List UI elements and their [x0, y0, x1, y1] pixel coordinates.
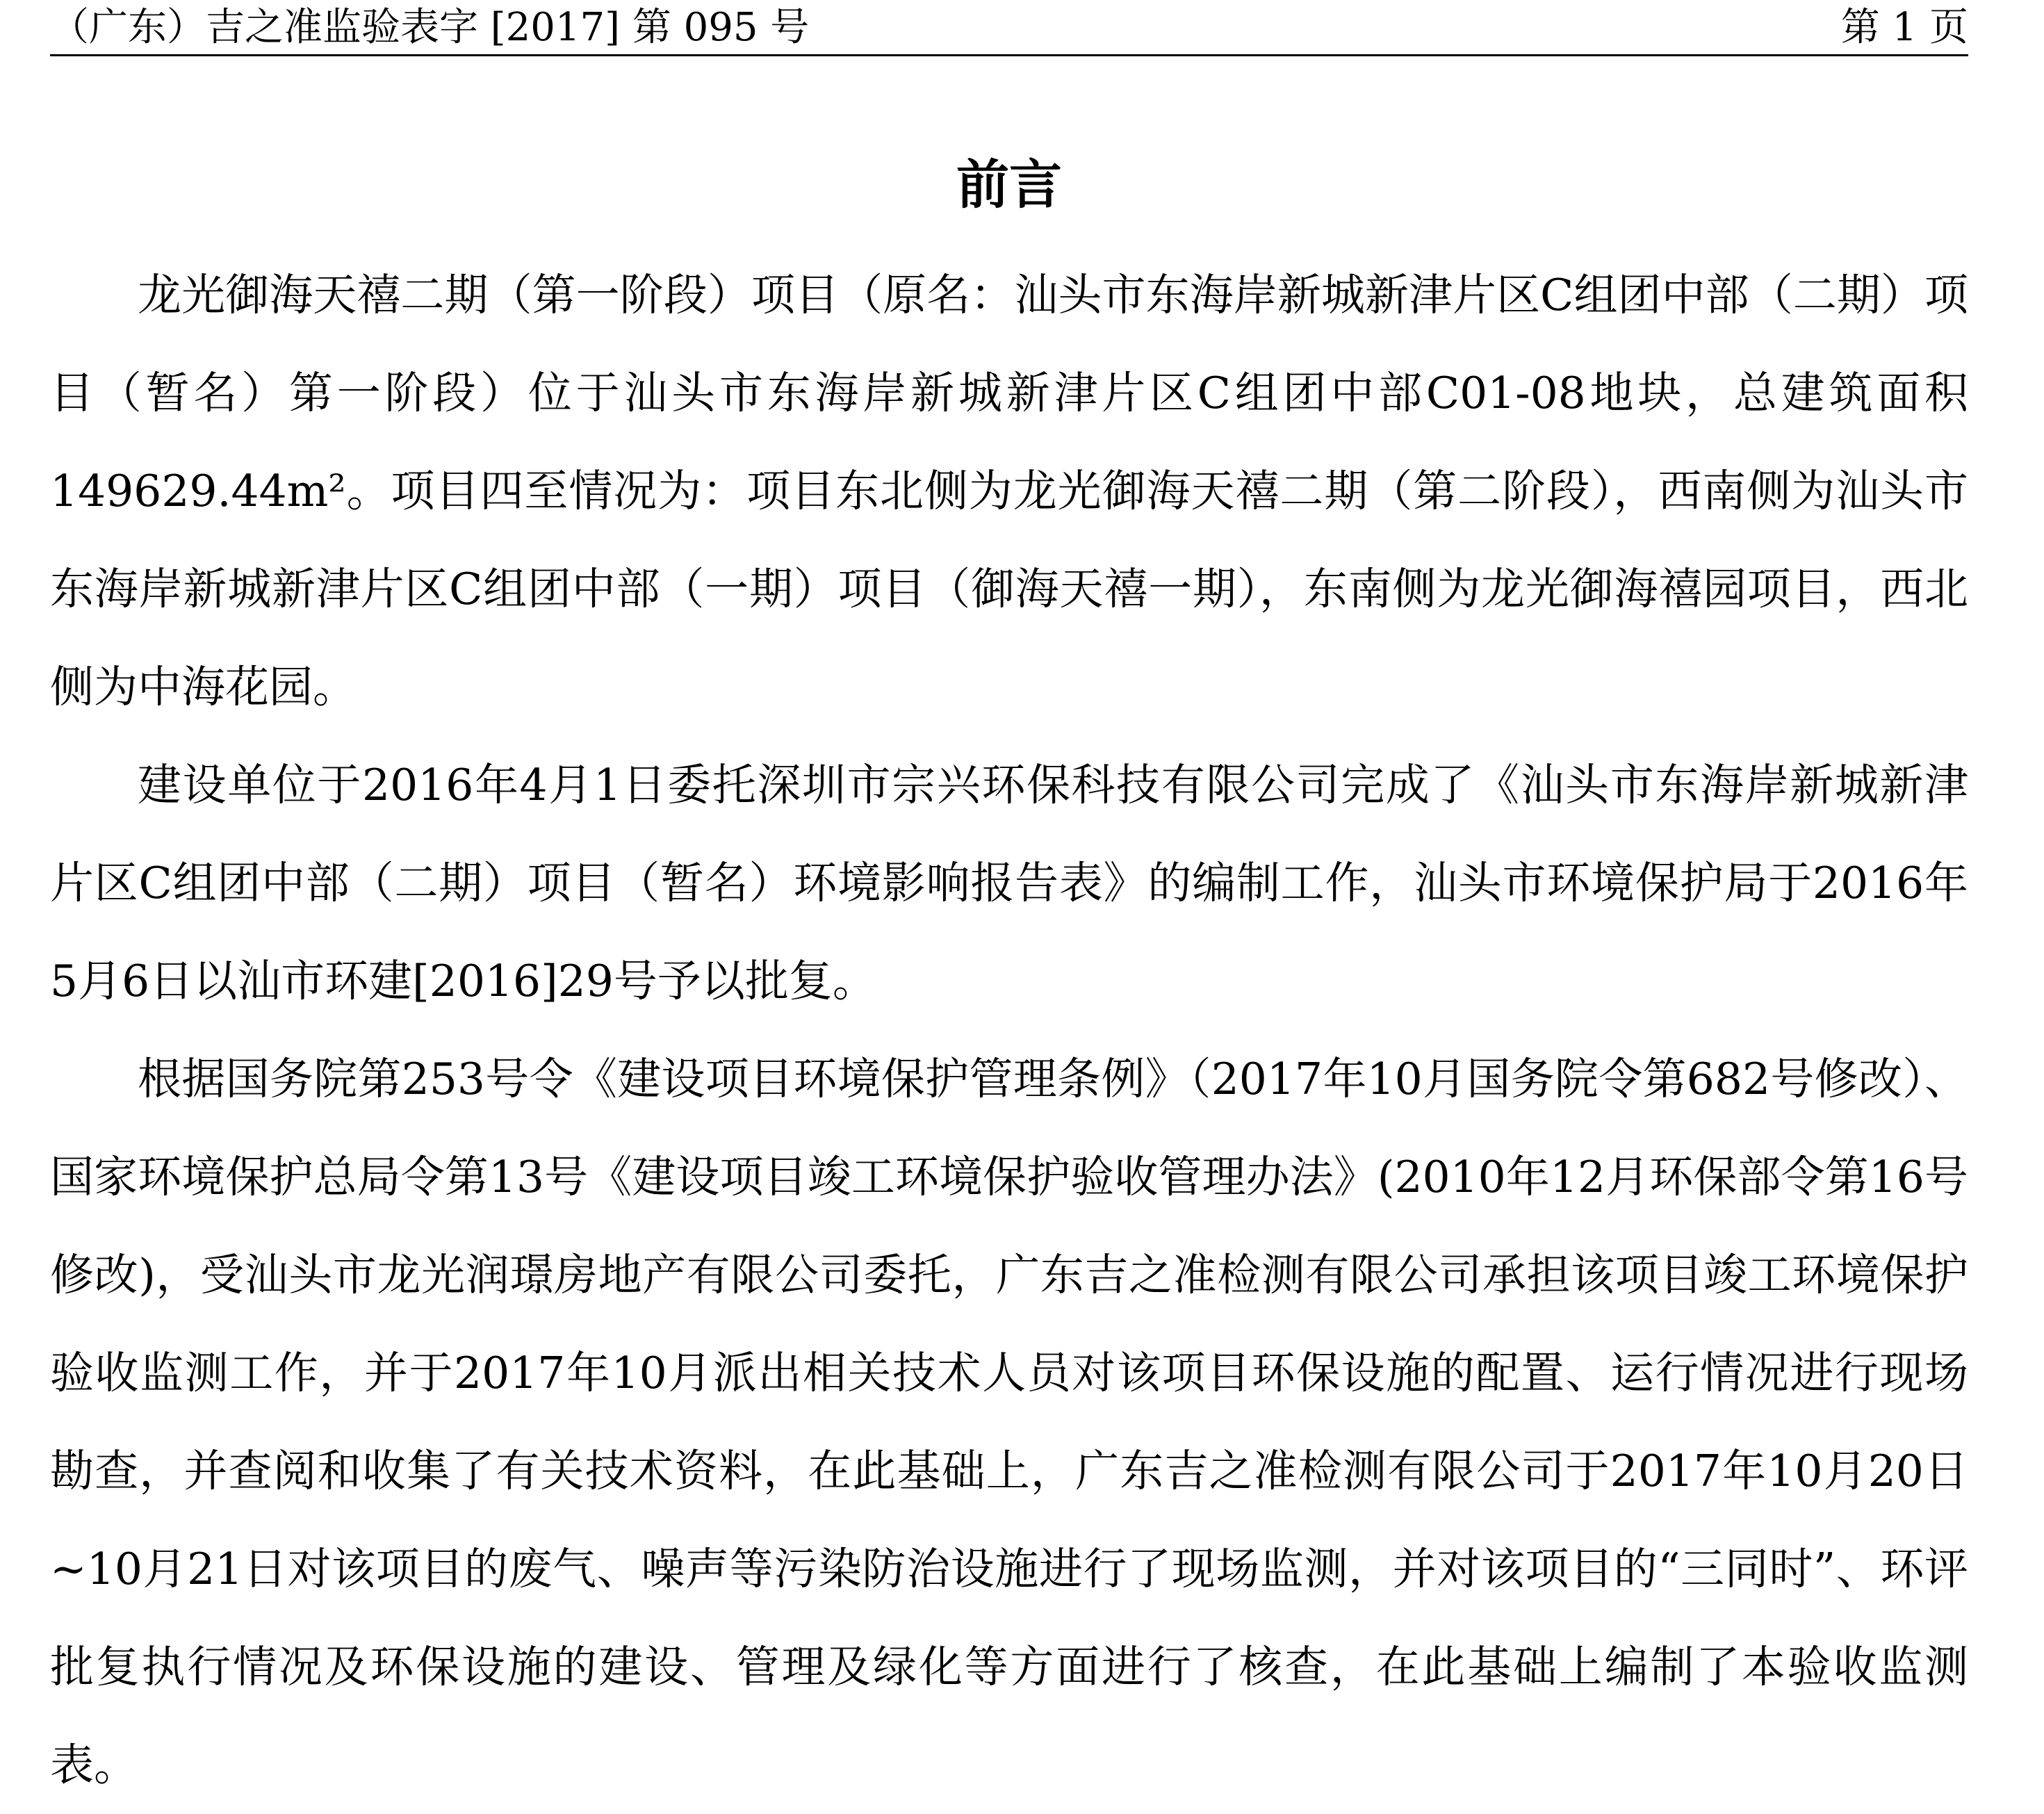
page-header [50, 0, 1968, 56]
document-number: （广东）吉之准监验表字 [2017] 第 095 号 [50, 5, 810, 50]
paragraph-acceptance-basis: 根据国务院第253号令《建设项目环境保护管理条例》（2017年10月国务院令第682号修改）、国家环境保护总局令第13号《建设项目竣工环境保护验收管理办法》(2010年12月环保部令第16号修改)，受汕头市龙光润璟房地产有限公司委托，广东吉之准检测有限公司承担该项目竣工环境保护验收监测工作，并于2017年10月派出相关技术人员对该项目环保设施的配置、运行情况进行现场勘查，并查阅和收集了有关技术资料，在此基础上，广东吉之准检测有限公司于2017年10月20日~10月21日对该项目的废气、噪声等污染防治设施进行了现场监测，并对该项目的“三同时”、环评批复执行情况及环保设施的建设、管理及绿化等方面进行了核查，在此基础上编制了本验收监测表。 [50, 1054, 1968, 1790]
paragraph-project-overview: 龙光御海天禧二期（第一阶段）项目（原名：汕头市东海岸新城新津片区C组团中部（二期）项目（暂名）第一阶段）位于汕头市东海岸新城新津片区C组团中部C01-08地块，总建筑面积149629.44m²。项目四至情况为：项目东北侧为龙光御海天禧二期（第二阶段），西南侧为汕头市东海岸新城新津片区C组团中部（一期）项目（御海天禧一期），东南侧为龙光御海禧园项目，西北侧为中海花园。 [50, 270, 1968, 712]
paragraph-eia-approval: 建设单位于2016年4月1日委托深圳市宗兴环保科技有限公司完成了《汕头市东海岸新城新津片区C组团中部（二期）项目（暂名）环境影响报告表》的编制工作，汕头市环境保护局于2016年5月6日以汕市环建[2016]29号予以批复。 [50, 760, 1968, 1006]
page-number: 第 1 页 [1840, 5, 1968, 50]
document-page [50, 0, 1968, 1814]
page-title: 前言 [956, 154, 1062, 215]
